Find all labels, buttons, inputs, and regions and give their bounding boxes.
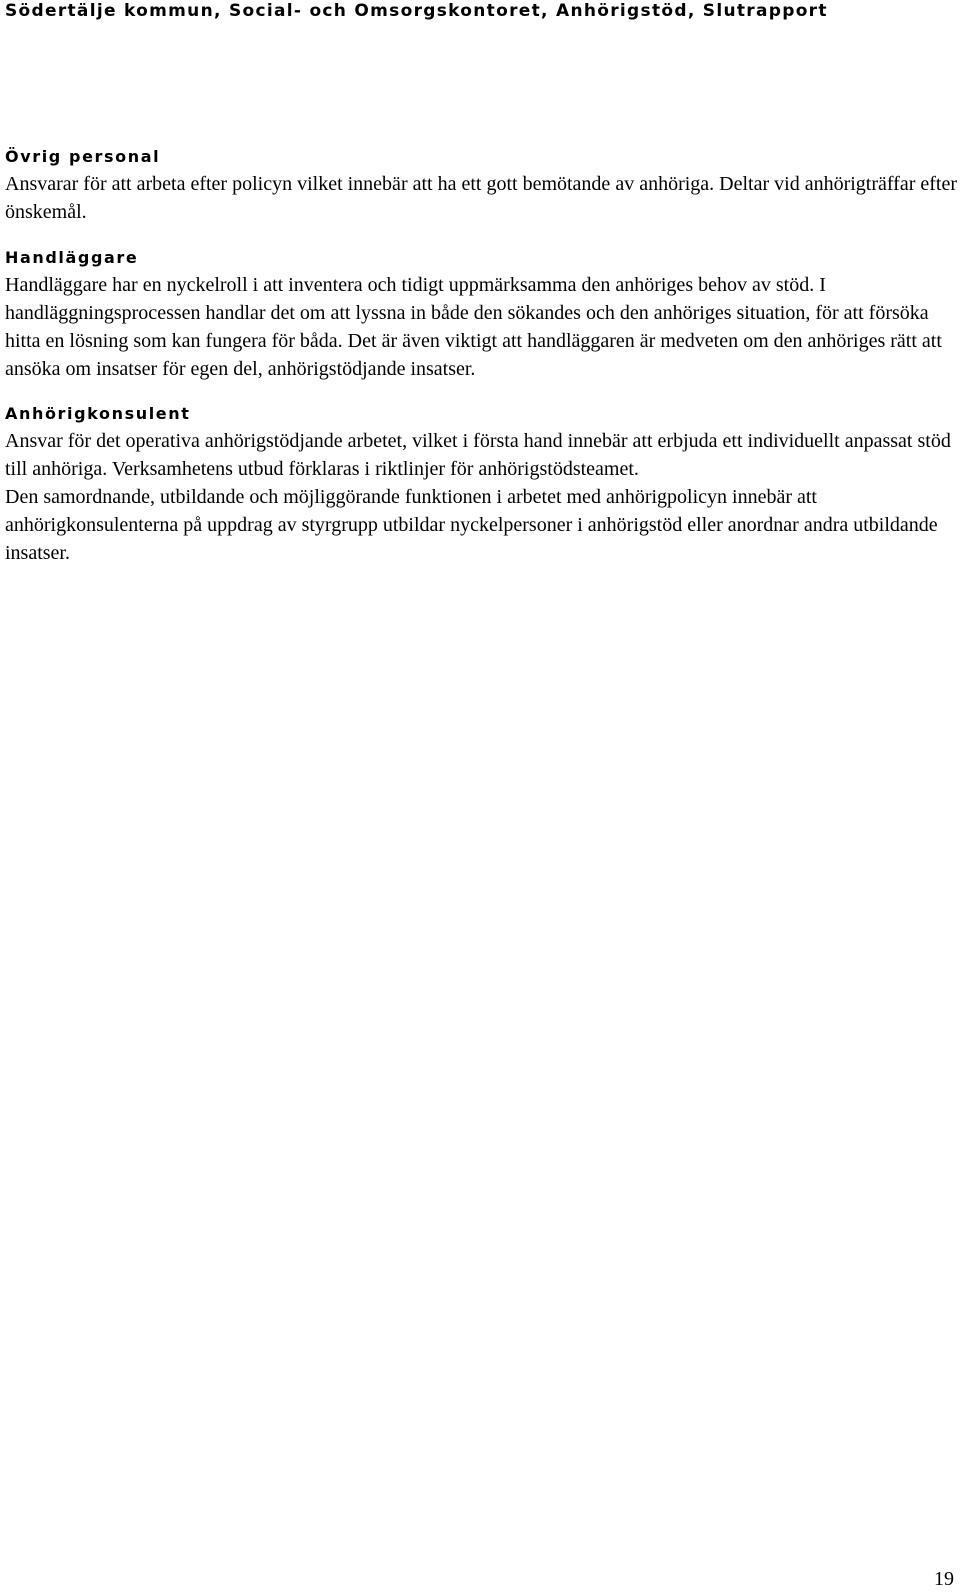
section-heading-ovrig-personal: Övrig personal xyxy=(5,147,161,166)
section-spacer xyxy=(5,226,957,245)
paragraph-anhorigkonsulent-1: Ansvar för det operativa anhörigstödjande arbetet, vilket i första hand innebär att erbjuda ett individuellt anpassat stöd till anhöriga. Verksamhetens utbud förklaras i riktlinjer för anhörigstödsteamet. xyxy=(5,430,951,480)
paragraph-handlaggare: Handläggare har en nyckelroll i att inventera och tidigt uppmärksamma den anhöriges behov av stöd. I handläggningsprocessen handlar det om att lyssna in både den sökandes och den anhöriges situation, för att försöka hitta en lösning som kan fungera för båda. Det är även viktigt att handläggaren är medveten om den anhöriges rätt att ansöka om insatser för egen del, anhörigstödjande insatser. xyxy=(5,274,942,380)
paragraph-ovrig-personal: Ansvarar för att arbeta efter policyn vilket innebär att ha ett gott bemötande av anhöriga. Deltar vid anhörigträffar efter önskemål. xyxy=(5,173,958,223)
document-body xyxy=(5,144,957,567)
section-heading-anhorigkonsulent: Anhörigkonsulent xyxy=(5,404,191,423)
section-spacer xyxy=(5,383,957,401)
running-header: Södertälje kommun, Social- och Omsorgskontoret, Anhörigstöd, Slutrapport xyxy=(5,1,828,21)
paragraph-anhorigkonsulent-2: Den samordnande, utbildande och möjliggörande funktionen i arbetet med anhörigpolicyn innebär att anhörigkonsulenterna på uppdrag av styrgrupp utbildar nyckelpersoner i anhörigstöd eller anordnar andra utbildande insatser. xyxy=(5,486,938,564)
page-number: 19 xyxy=(934,1568,954,1590)
section-heading-handlaggare: Handläggare xyxy=(5,248,139,267)
